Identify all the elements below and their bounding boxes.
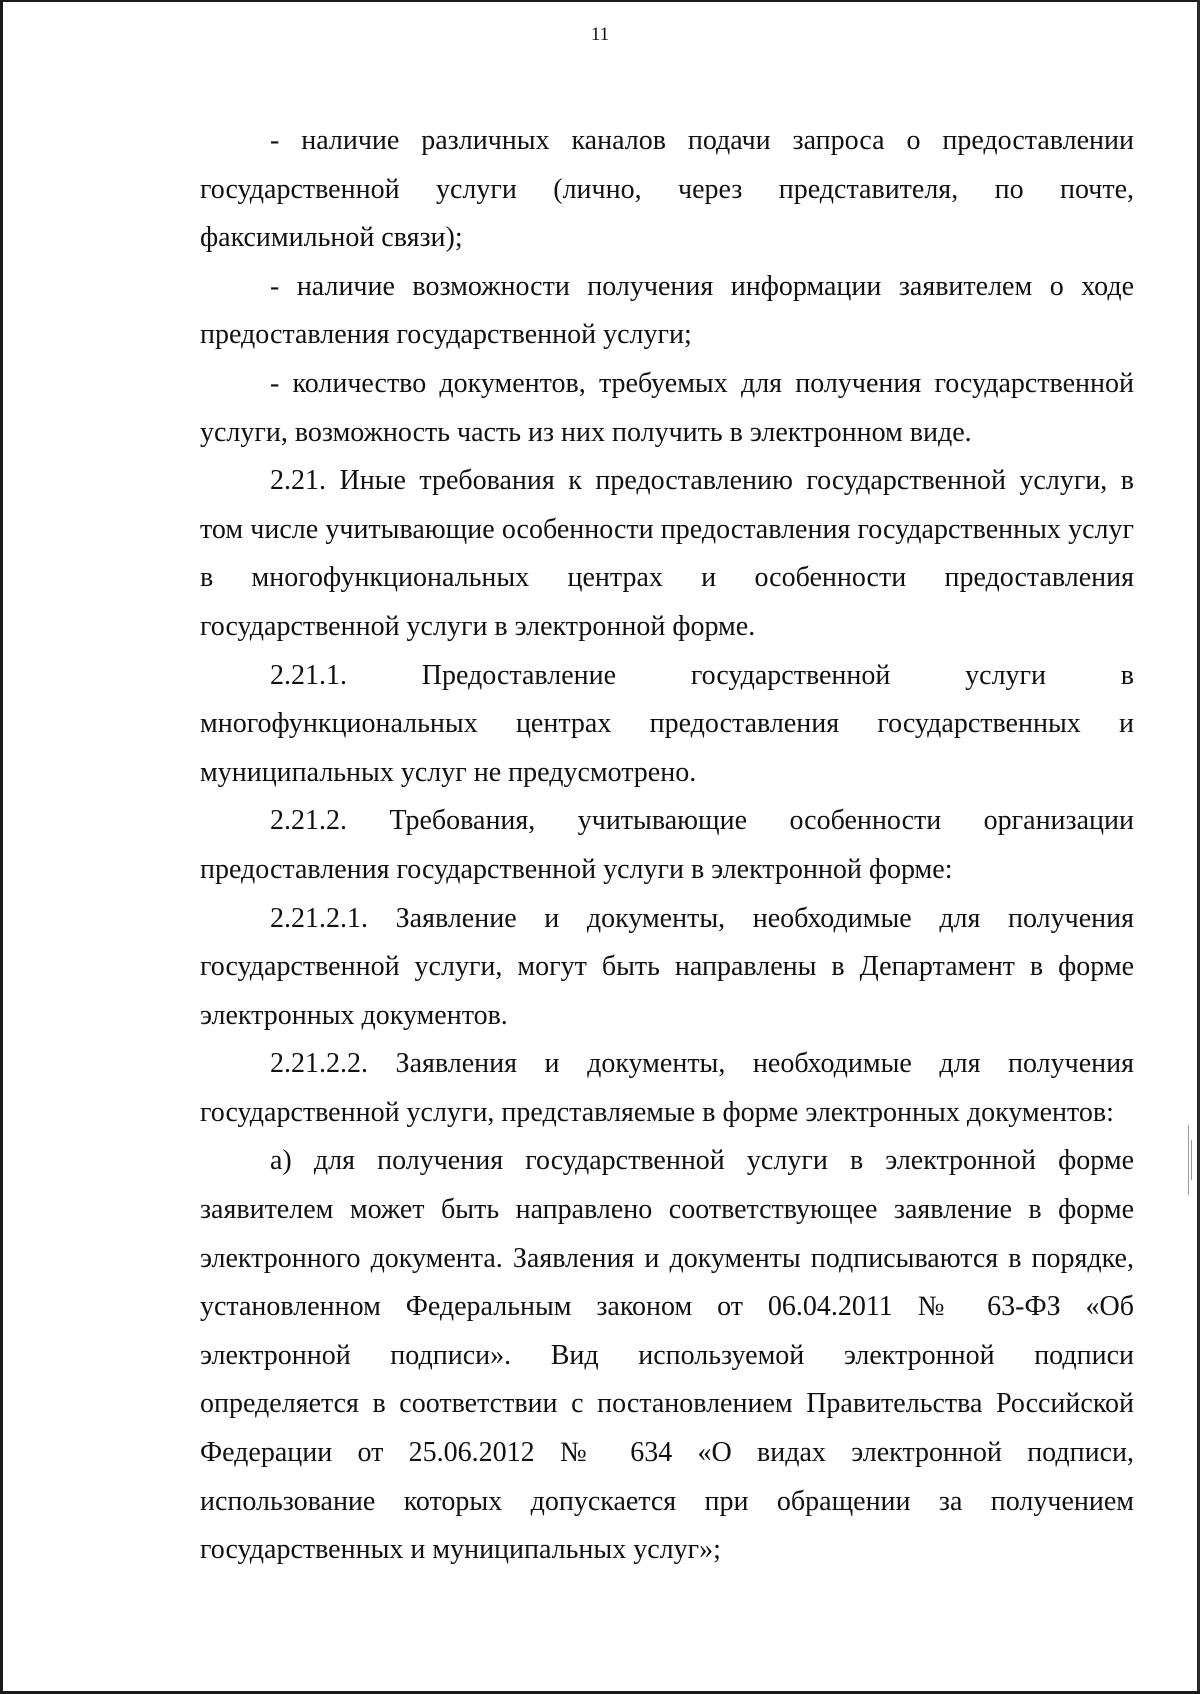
paragraph: 2.21. Иные требования к предоставлению государственной услуги, в том числе учитывающие особенности предоставления государственных услуг в многофункциональных центрах и особенности предоставления государственной услуги в электронной форме. (200, 465, 1134, 642)
document-body (200, 117, 1134, 1575)
paragraph: - наличие возможности получения информации заявителем о ходе предоставления государственной услуги; (200, 270, 1134, 351)
paragraph: - наличие различных каналов подачи запроса о предоставлении государственной услуги (лично, через представителя, по почте, факсимильной связи); (200, 125, 1134, 254)
page-border-top (0, 0, 1200, 2)
scan-artifact (1191, 1140, 1192, 1180)
paragraph: а) для получения государственной услуги в электронной форме заявителем может быть направлено соответствующее заявление в форме электронного документа. Заявления и документы подписываются в порядке, установленном Федеральным законом от 06.04.2011 № 63-ФЗ «Об электронной подписи». Вид используемой электронной подписи определяется в соответствии с постановлением Правительства Российской Федерации от 25.06.2012 № 634 «О видах электронной подписи, использование которых допускается при обращении за получением государственных и муниципальных услуг»; (200, 1145, 1134, 1566)
page-number: 11 (590, 24, 610, 45)
page-border-left (0, 0, 3, 1694)
paragraph: 2.21.1. Предоставление государственной услуги в многофункциональных центрах предоставления государственных и муниципальных услуг не предусмотрено. (200, 659, 1134, 788)
paragraph: - количество документов, требуемых для получения государственной услуги, возможность часть из них получить в электронном виде. (200, 367, 1134, 448)
scan-artifact (1188, 1125, 1189, 1195)
paragraph: 2.21.2.2. Заявления и документы, необходимые для получения государственной услуги, представляемые в форме электронных документов: (200, 1048, 1134, 1128)
paragraph: 2.21.2.1. Заявление и документы, необходимые для получения государственной услуги, могут быть направлены в Департамент в форме электронных документов. (200, 902, 1134, 1031)
paragraph: 2.21.2. Требования, учитывающие особенности организации предоставления государственной услуги в электронной форме: (200, 805, 1134, 885)
